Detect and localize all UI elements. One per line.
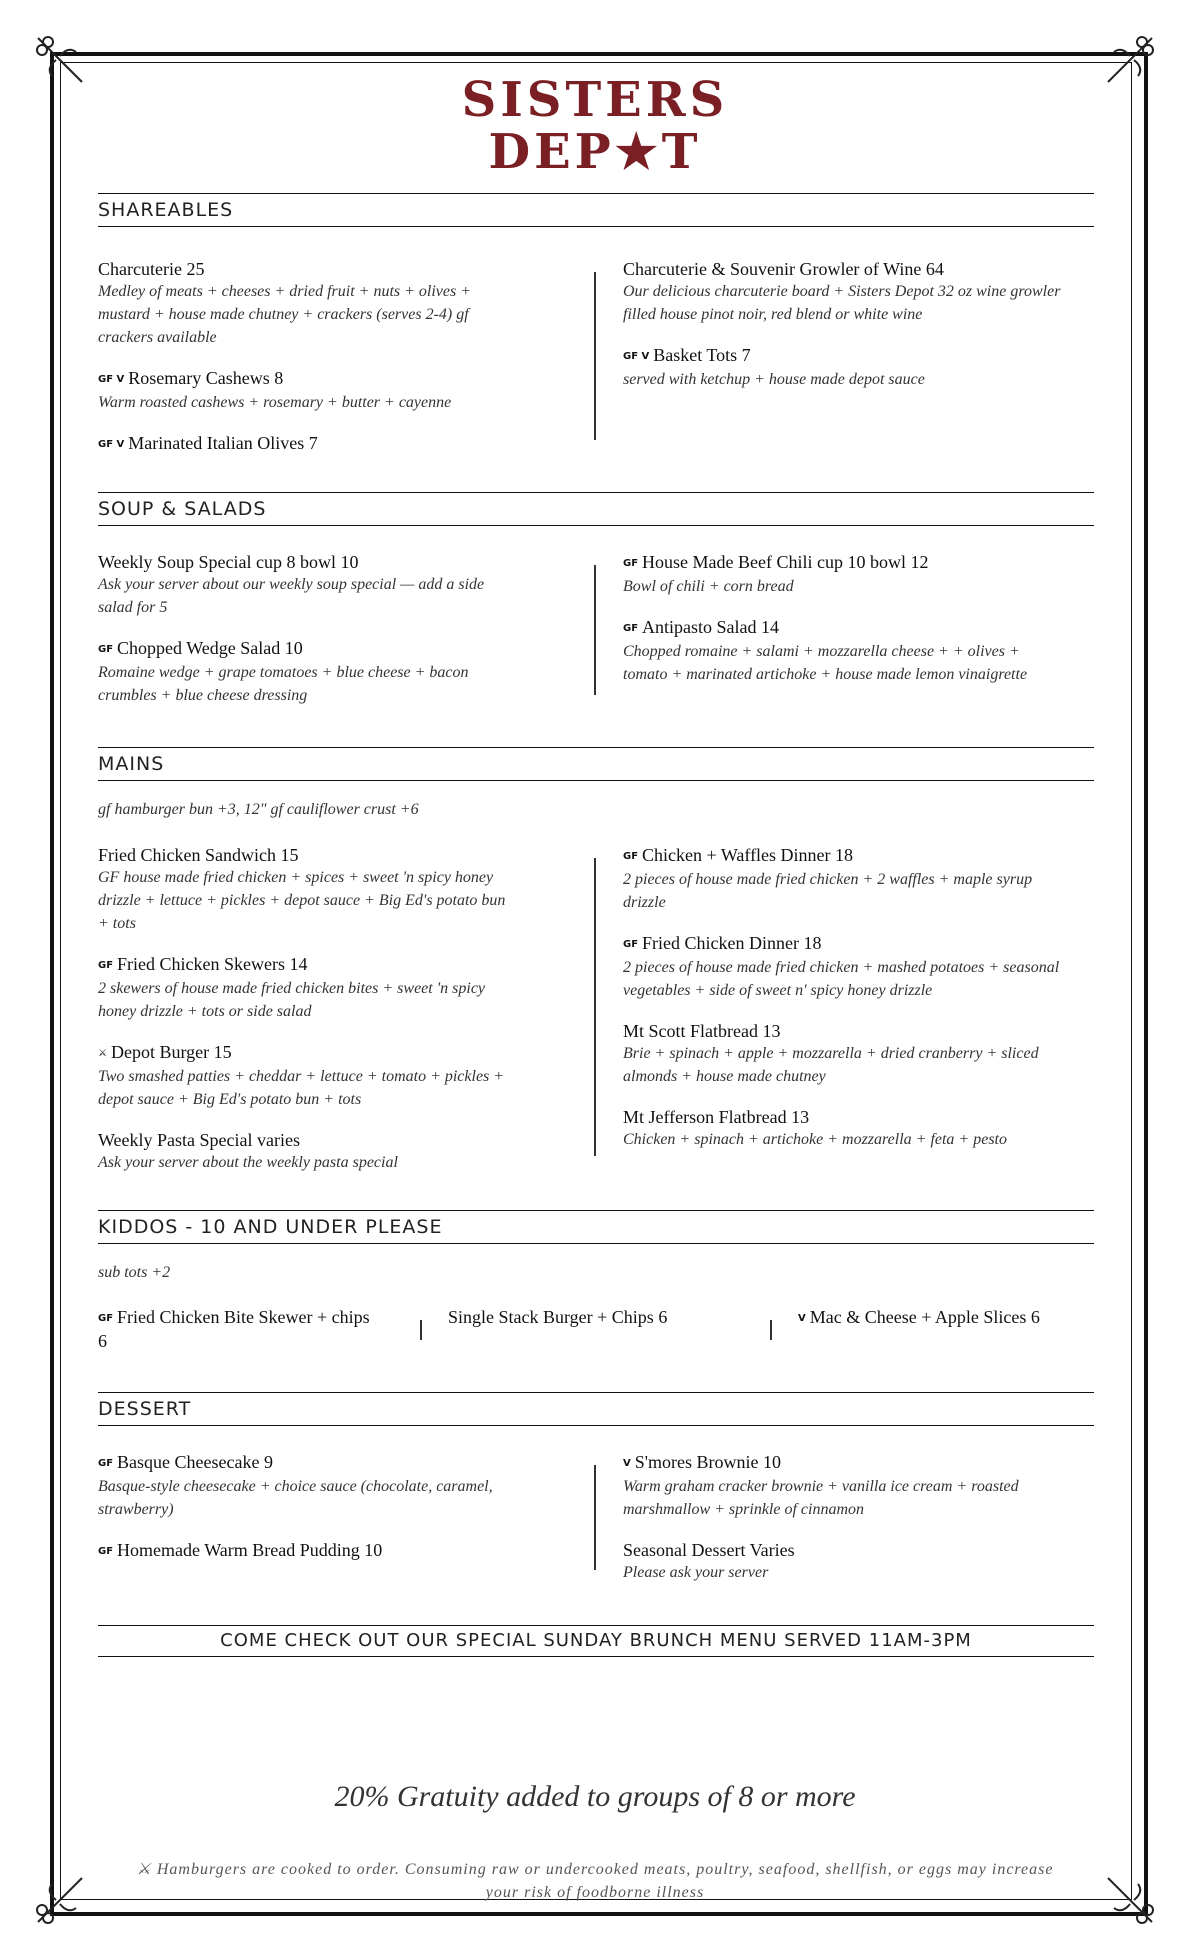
item-description: Brie + spinach + apple + mozzarella + dried cranberry + sliced almonds + house made chutney — [623, 1045, 1039, 1085]
item-description: Ask your server about the weekly pasta special — [98, 1154, 398, 1171]
column-divider — [770, 1320, 772, 1340]
menu-item — [98, 1041, 518, 1111]
dietary-tag: GF — [623, 558, 639, 569]
menu-item — [623, 551, 1063, 598]
dietary-tag: GF — [623, 939, 639, 950]
item-description: Basque-style cheesecake + choice sauce (chocolate, caramel, strawberry) — [98, 1478, 493, 1518]
menu-item — [623, 1106, 1063, 1151]
menu-item — [98, 844, 518, 935]
dietary-tag: GF — [98, 1458, 114, 1469]
menu-item — [98, 367, 518, 414]
menu-item — [623, 616, 1063, 686]
menu-item — [98, 637, 518, 707]
floral-ornament-icon — [30, 1870, 90, 1930]
item-description: 2 pieces of house made fried chicken + mashed potatoes + seasonal vegetables + side of sweet n' spicy honey drizzle — [623, 959, 1060, 999]
item-name: Homemade Warm Bread Pudding 10 — [117, 1540, 383, 1560]
mains-left-column — [98, 844, 518, 1192]
dietary-tag: GF — [623, 623, 639, 634]
item-name: Marinated Italian Olives 7 — [128, 433, 318, 453]
item-name: Chopped Wedge Salad 10 — [117, 638, 303, 658]
item-name: Charcuterie & Souvenir Growler of Wine 64 — [623, 259, 944, 279]
item-name: Weekly Pasta Special varies — [98, 1130, 300, 1150]
item-description: 2 skewers of house made fried chicken bites + sweet 'n spicy honey drizzle + tots or side salad — [98, 980, 486, 1020]
dietary-tag: GF — [623, 851, 639, 862]
item-description: Our delicious charcuterie board + Sisters Depot 32 oz wine growler filled house pinot noir, red blend or white wine — [623, 283, 1061, 323]
column-divider — [594, 565, 596, 695]
menu-item — [623, 844, 1063, 914]
item-description: GF house made fried chicken + spices + sweet 'n spicy honey drizzle + lettuce + pickles + depot sauce + Big Ed's potato bun + tots — [98, 869, 506, 932]
menu-item — [98, 432, 518, 456]
menu-item — [623, 1451, 1063, 1521]
column-divider — [594, 272, 596, 440]
item-description: Chicken + spinach + artichoke + mozzarella + feta + pesto — [623, 1131, 1007, 1148]
menu-item — [623, 1539, 1063, 1584]
shareables-right-column — [623, 258, 1063, 409]
item-name: Weekly Soup Special cup 8 bowl 10 — [98, 552, 359, 572]
section-dessert — [98, 1392, 1094, 1426]
dietary-tag: GF — [98, 1546, 114, 1557]
section-title: KIDDOS - 10 AND UNDER PLEASE — [98, 1210, 1094, 1244]
column-divider — [594, 1465, 596, 1570]
column-divider — [594, 858, 596, 1156]
gratuity-note: 20% Gratuity added to groups of 8 or more — [334, 1780, 856, 1813]
menu-item — [98, 258, 518, 349]
item-name: Basque Cheesecake 9 — [117, 1452, 273, 1472]
section-kiddos — [98, 1210, 1094, 1282]
item-description: 2 pieces of house made fried chicken + 2 waffles + maple syrup drizzle — [623, 871, 1033, 911]
item-name: Antipasto Salad 14 — [642, 617, 780, 637]
item-name: Charcuterie 25 — [98, 259, 205, 279]
column-divider — [420, 1320, 422, 1340]
item-description: Bowl of chili + corn bread — [623, 578, 794, 595]
shareables-left-column — [98, 258, 518, 474]
section-title: SHAREABLES — [98, 193, 1094, 227]
floral-ornament-icon — [1100, 1870, 1160, 1930]
item-name: Rosemary Cashews 8 — [128, 368, 284, 388]
item-description: Please ask your server — [623, 1564, 769, 1581]
item-name: Depot Burger 15 — [110, 1042, 232, 1062]
item-name: Basket Tots 7 — [653, 345, 751, 365]
item-name: Fried Chicken Skewers 14 — [117, 954, 308, 974]
kiddos-item-1 — [98, 1306, 378, 1352]
logo-line-1: SISTERS — [461, 72, 729, 128]
mains-note: gf hamburger bun +3, 12" gf cauliflower crust +6 — [98, 801, 419, 818]
kiddos-item-3 — [798, 1306, 1078, 1330]
item-name: Fried Chicken Dinner 18 — [642, 933, 822, 953]
kiddos-item-2 — [448, 1306, 728, 1328]
menu-item — [98, 953, 518, 1023]
item-name: Mt Scott Flatbread 13 — [623, 1021, 781, 1041]
dessert-left-column — [98, 1451, 518, 1581]
menu-item — [98, 1539, 518, 1563]
item-name: S'mores Brownie 10 — [634, 1452, 781, 1472]
item-name: Fried Chicken Bite Skewer + chips 6 — [98, 1307, 370, 1351]
menu-item — [623, 258, 1063, 326]
item-description: Medley of meats + cheeses + dried fruit + nuts + olives + mustard + house made chutney + crackers (serves 2-4) gf crackers available — [98, 283, 472, 346]
soups-left-column — [98, 551, 518, 725]
section-title: MAINS — [98, 747, 1094, 781]
item-name: Single Stack Burger + Chips 6 — [448, 1307, 668, 1327]
item-name: Mac & Cheese + Apple Slices 6 — [809, 1307, 1040, 1327]
dietary-tag: V — [798, 1313, 806, 1324]
item-name: Mt Jefferson Flatbread 13 — [623, 1107, 810, 1127]
dietary-tag: GF — [98, 644, 114, 655]
section-title: DESSERT — [98, 1392, 1094, 1426]
item-description: Warm roasted cashews + rosemary + butter + cayenne — [98, 394, 452, 411]
dietary-tag: GF — [98, 960, 114, 971]
menu-item — [98, 1451, 518, 1521]
dietary-tag: GF V — [98, 374, 125, 385]
dietary-tag: V — [623, 1458, 631, 1469]
menu-item — [98, 551, 518, 619]
section-mains — [98, 747, 1094, 819]
dietary-tag: GF — [98, 1313, 114, 1324]
item-description: Warm graham cracker brownie + vanilla ice cream + roasted marshmallow + sprinkle of cinnamon — [623, 1478, 1019, 1518]
mains-right-column — [623, 844, 1063, 1169]
menu-item — [98, 1129, 518, 1174]
logo-line-2: DEP★T — [488, 124, 702, 180]
item-name: Chicken + Waffles Dinner 18 — [642, 845, 854, 865]
item-name: Fried Chicken Sandwich 15 — [98, 845, 299, 865]
soups-right-column — [623, 551, 1063, 704]
item-description: Two smashed patties + cheddar + lettuce + tomato + pickles + depot sauce + Big Ed's potato bun + tots — [98, 1068, 505, 1108]
kiddos-note: sub tots +2 — [98, 1264, 171, 1281]
section-shareables — [98, 193, 1094, 227]
item-description: served with ketchup + house made depot sauce — [623, 371, 925, 388]
raw-warning-icon: ⚔ — [98, 1048, 107, 1059]
dessert-right-column — [623, 1451, 1063, 1602]
section-soup-salads — [98, 492, 1094, 526]
dietary-tag: GF V — [98, 439, 125, 450]
item-name: Seasonal Dessert Varies — [623, 1540, 795, 1560]
menu-item — [623, 344, 1063, 391]
item-description: Romaine wedge + grape tomatoes + blue cheese + bacon crumbles + blue cheese dressing — [98, 664, 469, 704]
menu-item — [623, 1020, 1063, 1088]
food-safety-disclaimer: ⚔ Hamburgers are cooked to order. Consuming raw or undercooked meats, poultry, seafood, shellfish, or eggs may increase your risk of foodborne illness — [136, 1861, 1054, 1901]
menu-item — [623, 932, 1063, 1002]
section-title: SOUP & SALADS — [98, 492, 1094, 526]
item-name: House Made Beef Chili cup 10 bowl 12 — [642, 552, 929, 572]
item-description: Ask your server about our weekly soup special — add a side salad for 5 — [98, 576, 485, 616]
item-description: Chopped romaine + salami + mozzarella cheese + + olives + tomato + marinated artichoke + house made lemon vinaigrette — [623, 643, 1028, 683]
brunch-banner: COME CHECK OUT OUR SPECIAL SUNDAY BRUNCH MENU SERVED 11AM-3PM — [98, 1625, 1094, 1657]
dietary-tag: GF V — [623, 351, 650, 362]
